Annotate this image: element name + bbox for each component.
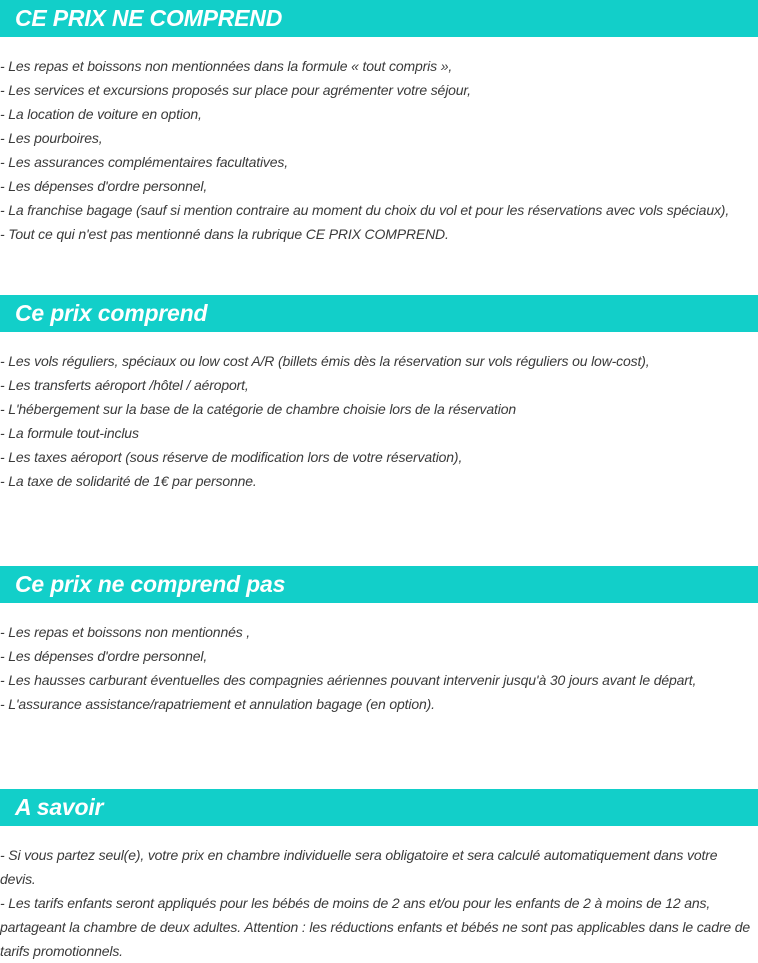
- list-item: - Les repas et boissons non mentionnées dans la formule « tout compris »,: [0, 58, 453, 74]
- section-banner: [0, 789, 758, 826]
- info-paragraph: - Si vous partez seul(e), votre prix en chambre individuelle sera obligatoire et sera calculé automatiquement dans votre devis.: [0, 847, 718, 887]
- list-item: - Les dépenses d'ordre personnel,: [0, 178, 208, 194]
- section-banner: [0, 0, 758, 37]
- section-title: Ce prix comprend: [15, 300, 208, 326]
- section-prix-comprend: [0, 295, 758, 489]
- list-item: - La location de voiture en option,: [0, 106, 202, 122]
- list-item: - L'assurance assistance/rapatriement et annulation bagage (en option).: [0, 696, 435, 712]
- list-item: - Les hausses carburant éventuelles des compagnies aériennes pouvant intervenir jusqu'à 30 jours avant le départ,: [0, 672, 697, 688]
- section-a-savoir: [0, 789, 758, 959]
- info-paragraphs: [0, 843, 752, 963]
- list-item: - La taxe de solidarité de 1€ par personne.: [0, 473, 257, 489]
- list-item: - Les pourboires,: [0, 130, 103, 146]
- list-item: - Les taxes aéroport (sous réserve de modification lors de votre réservation),: [0, 449, 463, 465]
- list-item: - La franchise bagage (sauf si mention contraire au moment du choix du vol et pour les réservations avec vols spéciaux),: [0, 202, 730, 218]
- item-list: [0, 349, 758, 493]
- section-prix-ne-comprend-upper: [0, 0, 758, 242]
- list-item: - Les repas et boissons non mentionnés ,: [0, 624, 251, 640]
- list-item: - Les assurances complémentaires facultatives,: [0, 154, 289, 170]
- item-list: [0, 54, 758, 246]
- list-item: - Les services et excursions proposés sur place pour agrémenter votre séjour,: [0, 82, 471, 98]
- list-item: - L'hébergement sur la base de la catégorie de chambre choisie lors de la réservation: [0, 401, 516, 417]
- section-prix-ne-comprend-pas: [0, 566, 758, 712]
- list-item: - La formule tout-inclus: [0, 425, 139, 441]
- list-item: - Les vols réguliers, spéciaux ou low cost A/R (billets émis dès la réservation sur vols réguliers ou low-cost),: [0, 353, 650, 369]
- info-paragraph: - Les tarifs enfants seront appliqués pour les bébés de moins de 2 ans et/ou pour les enfants de 2 à moins de 12 ans, partageant la chambre de deux adultes. Attention : les réductions enfants et bébés ne sont pas applicables dans le cadre de tarifs promotionnels.: [0, 895, 750, 959]
- section-banner: [0, 295, 758, 332]
- list-item: - Tout ce qui n'est pas mentionné dans la rubrique CE PRIX COMPREND.: [0, 226, 449, 242]
- section-banner: [0, 566, 758, 603]
- section-title: A savoir: [15, 794, 104, 820]
- section-title: Ce prix ne comprend pas: [15, 571, 286, 597]
- section-title: CE PRIX NE COMPREND: [15, 5, 283, 31]
- list-item: - Les transferts aéroport /hôtel / aéroport,: [0, 377, 249, 393]
- list-item: - Les dépenses d'ordre personnel,: [0, 648, 208, 664]
- item-list: [0, 620, 758, 716]
